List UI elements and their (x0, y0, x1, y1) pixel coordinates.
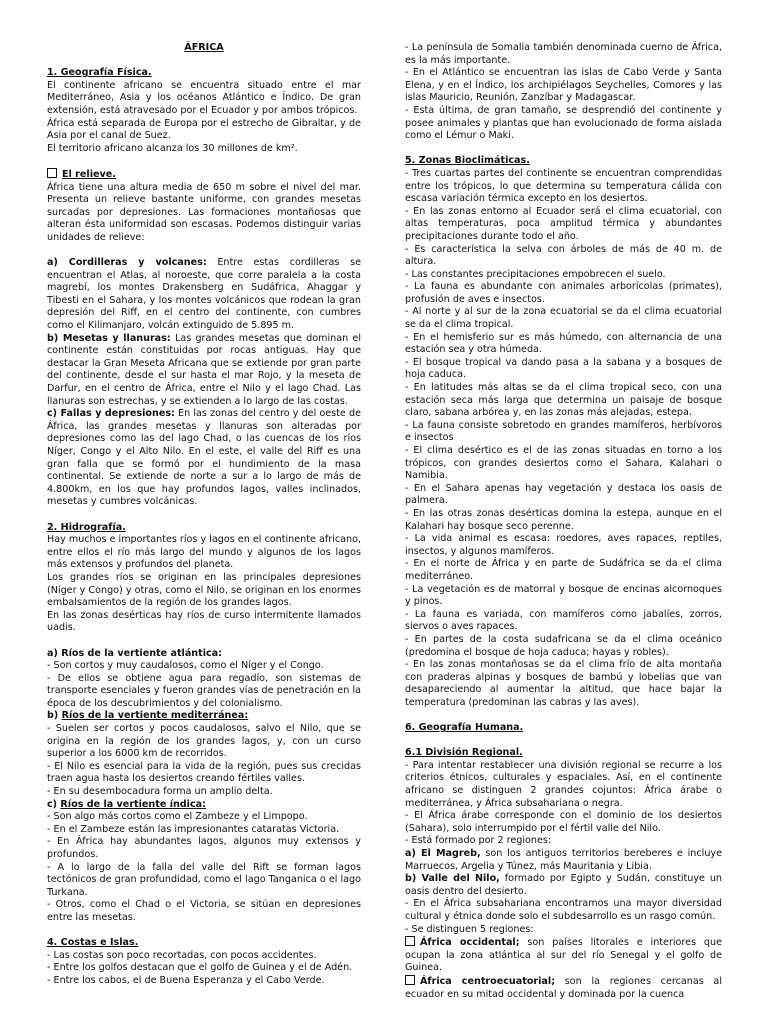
item-label: África centroecuatorial; (420, 975, 556, 987)
list-item: - En el Atlántico se encuentran las islas de Cabo Verde y Santa Elena, y en el Índico, los archipiélagos Seychelles, Comores y las islas Mauricio, Reunión, Zanzíbar y Madagascar. (405, 67, 722, 104)
item-text: son los antiguos territorios bereberes e incluye Marruecos, Argelia y Túnez, más Mauritania y Libia. (405, 848, 722, 872)
item-label: b) Valle del Nilo, (405, 873, 500, 885)
relieve-heading-line (47, 168, 361, 182)
section-2-heading: 2. Hidrografía. (47, 521, 126, 533)
list-item: - Las constantes precipitaciones empobrecen el suelo. (405, 268, 666, 280)
list-item: - Son cortos y muy caudalosos, como el Níger y el Congo. (47, 660, 324, 672)
list-item: - La fauna es variada, con mamíferos como jabalíes, zorros, siervos o aves rapaces. (405, 608, 722, 633)
checkbox-icon (47, 168, 57, 178)
section-4-heading: 4. Costas e Islas. (47, 937, 139, 949)
list-item: - En latitudes más altas se da el clima tropical seco, con una estación seca más larga que determina un paisaje de bosque claro, sabana arbórea y, en las zonas más alejadas, estepa. (405, 382, 722, 419)
list-item: - En el Zambeze están las impresionantes cataratas Victoria. (47, 823, 340, 835)
list-item: - Es característica la selva con árboles de más de 40 m. de altura. (405, 243, 722, 268)
list-item: - La vegetación es de matorral y bosque de encinas alcornoques y pinos. (405, 583, 722, 608)
relieve-item-a (47, 257, 361, 333)
item-label: África occidental; (420, 937, 520, 949)
region-nilo (405, 873, 722, 898)
atlantic-heading: a) Ríos de la vertiente atlántica: (47, 647, 222, 659)
list-item: - En África hay abundantes lagos, algunos muy extensos y profundos. (47, 836, 361, 860)
list-item: - Esta última, de gran tamaño, se desprendió del continente y posee animales y plantas que han evolucionado de forma aislada como el Lémur o Maki. (405, 104, 722, 142)
mediterranean-heading-line (47, 710, 361, 723)
item-text: son países litorales e interiores que ocupan la zona atlántica al sur del río Senegal y el golfo de Guinea. (405, 937, 722, 974)
list-item: - De ellos se obtiene agua para regadío, son sistemas de transporte esenciales y fueron grandes vías de penetración en la época de los descubrimientos y del colonialismo. (47, 672, 361, 709)
list-item: - El Nilo es esencial para la vida de la región, pues sus crecidas traen agua hasta los desiertos creando fértiles valles. (47, 760, 361, 785)
list-item: - En las otras zonas desérticas domina la estepa, aunque en el Kalahari hay bosque seco perenne. (405, 507, 722, 532)
document-title: ÁFRICA (184, 42, 224, 53)
list-item: - Tres cuartas partes del continente se encuentran comprendidas entre los trópicos, lo que determina su temperatura cálida con escasa variación térmica excepto en los desiertos. (405, 167, 722, 205)
item-label: b) Mesetas y llanuras: (47, 332, 171, 344)
list-item: - La fauna consiste sobretodo en grandes mamíferos, herbívoros e insectos (405, 419, 722, 444)
list-item: - Otros, como el Chad o el Victoria, se sitúan en depresiones entre las mesetas. (47, 899, 361, 923)
item-label: a) El Magreb, (405, 848, 481, 859)
paragraph: El continente africano se encuentra situado entre el mar Mediterráneo, Asia y los océanos Atlántico e Índico. De gran extensión, está atravesado por el Ecuador y por ambos trópicos. (47, 79, 361, 116)
indian-heading-line (47, 799, 361, 812)
list-item: - En las zonas montañosas se da el clima frío de alta montaña con praderas alpinas y bosques de bambú y lobelias que van desapareciendo al aumentar la altitud, que hace bajar la temperatura (predominan las cabras y las aves). (405, 659, 722, 708)
item-text: formado por Egipto y Sudán, constituye un oasis dentro del desierto. (405, 873, 722, 897)
paragraph: África tiene una altura media de 650 m sobre el nivel del mar. Presenta un relieve bastante uniforme, con grandes mesetas surcadas por depresiones. Las formaciones montañosas que alteran ésta uniformidad son escasas. Podemos distinguir varias unidades de relieve: (47, 181, 361, 243)
list-item: - Son algo más cortos como el Zambeze y el Limpopo. (47, 811, 308, 823)
item-label: c) Fallas y depresiones: (47, 408, 175, 420)
list-item: - En las zonas entorno al Ecuador será el clima ecuatorial, con altas temperaturas, poca amplitud térmica y abundantes precipitaciones durante todo el año. (405, 205, 722, 242)
list-item: - El África árabe corresponde con el dominio de los desiertos (Sahara), solo interrumpido por el fértil valle del Nilo. (405, 810, 722, 834)
item-label: a) Cordilleras y volcanes: (47, 257, 207, 269)
list-item: - La península de Somalia también denominada cuerno de África, es la más importante. (405, 42, 722, 66)
relieve-heading: El relieve. (62, 168, 116, 180)
list-item: - En el Sahara apenas hay vegetación y destaca los oasis de palmera. (405, 482, 722, 507)
list-item: - Se distinguen 5 regiones: (405, 923, 534, 935)
list-item: - En partes de la costa sudafricana se da el clima oceánico (predomina el bosque de hoja caduca; hayas y robles). (405, 633, 722, 658)
list-item: - El clima desértico es el de las zonas situadas en torno a los trópicos, con grandes desiertos como el Sahara, Kalahari o Namibia. (405, 445, 722, 482)
item-text: Entre estas cordilleras se encuentran el Atlas, al noroeste, que corre paralela a la costa magrebí, los montes Drakensberg en Sudáfrica, Ahaggar y Tibesti en el Sahara, y los montes volcánicos que rodean la gran depresión del Riff, en el centro del continente, con cumbres como el Kilimanjaro, volcán extinguido de 5.895 m. (47, 257, 361, 332)
relieve-item-c (47, 408, 361, 509)
list-item: - Para intentar restablecer una división regional se recurre a los criterios étnicos, culturales y espaciales. Así, en el continente africano se distinguen 2 grandes cojuntos: África árabe o mediterránea, y África subsahariana o negra. (405, 759, 722, 809)
list-item: - En el hemisferio sur es más húmedo, con alternancia de una estación sea y otra húmeda. (405, 331, 722, 356)
list-item: - En el África subsahariana encontramos una mayor diversidad cultural y étnica donde solo el subdesarrollo es un rasgo común. (405, 898, 722, 922)
list-item: - El bosque tropical va dando pasa a la sabana y a bosques de hoja caduca. (405, 356, 722, 381)
list-item: - Está formado por 2 regiones: (405, 835, 552, 847)
list-item: - Entre los cabos, el de Buena Esperanza y el Cabo Verde. (47, 974, 325, 986)
item-prefix: b) (47, 710, 62, 722)
item-prefix: c) (47, 798, 61, 810)
paragraph: África está separada de Europa por el estrecho de Gibraltar, y de Asia por el canal de Suez. (47, 117, 361, 142)
paragraph: El territorio africano alcanza los 30 millones de km². (47, 142, 298, 154)
region-centroecuatorial (405, 975, 722, 1001)
list-item: - En su desembocadura forma un amplio delta. (47, 786, 273, 798)
list-item: - Entre los golfos destacan que el golfo de Guinea y el de Adén. (47, 962, 353, 974)
list-item: - Suelen ser cortos y pocos caudalosos, salvo el Nilo, que se origina en la región de los grandes lagos, y, con un curso superior a los 6000 km de recorridos. (47, 723, 361, 760)
list-item: - A lo largo de la falla del valle del Rift se forman lagos tectónicos de gran profundidad, como el lago Tanganica o el lago Turkana. (47, 861, 361, 898)
item-text: En las zonas del centro y del oeste de África, las grandes mesetas y llanuras son alteradas por depresiones como las del lago Chad, o las cuencas de los ríos Níger, Congo y el Alto Nilo. En el este, el valle del Riff es una gran falla que se formó por el hundimiento de la masa continental. Se extiende de norte a sur a lo largo de más de 4.800km, en los que hay profundos lagos, valles inclinados, mesetas y cumbres volcánicas. (47, 408, 361, 508)
left-column (47, 42, 361, 988)
list-item: - Al norte y al sur de la zona ecuatorial se da el clima ecuatorial se da el clima tropical. (405, 306, 722, 331)
section-6-heading: 6. Geografía Humana. (405, 722, 524, 734)
list-item: - En el norte de África y en parte de Sudáfrica se da el clima mediterráneo. (405, 558, 722, 582)
list-item: - La fauna es abundante con animales arborícolas (primates), profusión de aves e insectos. (405, 281, 722, 305)
item-text: son la regiones cercanas al ecuador en su mitad occidental y dominada por la cuenca (405, 975, 722, 1000)
checkbox-icon (405, 975, 415, 985)
checkbox-icon (405, 936, 415, 946)
paragraph: En las zonas desérticas hay ríos de curso intermitente llamados uadis. (47, 609, 361, 634)
paragraph: Hay muchos e importantes ríos y lagos en el continente africano, entre ellos el río más largo del mundo y algunos de los lagos más extensos y profundos del planeta. (47, 534, 361, 571)
paragraph: Los grandes ríos se originan en las principales depresiones (Níger y Congo) y otras, como el Nilo, se originan en los enormes embalsamientos de la región de los grandes lagos. (47, 571, 361, 609)
section-5-heading: 5. Zonas Bioclimáticas. (405, 155, 530, 167)
right-column (405, 42, 722, 1001)
indian-heading: Ríos de la vertiente índica: (60, 798, 206, 810)
section-6-1-heading: 6.1 División Regional. (405, 747, 523, 759)
bioclimatic-list (405, 168, 722, 710)
item-text: Las grandes mesetas que dominan el continente están constituidas por rocas antiguas. Hay que destacar la Gran Meseta Africana que se extiende por gran parte del continente, desde el sur hasta el mar Rojo, y la meseta de Darfur, en el centro de África, entre el Nilo y el lago Chad. Las llanuras son estrechas, y se extienden a lo largo de las costas. (47, 332, 361, 407)
region-magreb (405, 848, 722, 873)
region-occidental (405, 936, 722, 975)
list-item: - Las costas son poco recortadas, con pocos accidentes. (47, 949, 317, 961)
mediterranean-heading: Ríos de la vertiente mediterránea: (61, 710, 249, 722)
list-item: - La vida animal es escasa: roedores, aves rapaces, reptiles, insectos, y algunos mamíferos. (405, 533, 722, 557)
section-1-heading: 1. Geografía Física. (47, 67, 152, 79)
relieve-item-b (47, 333, 361, 409)
